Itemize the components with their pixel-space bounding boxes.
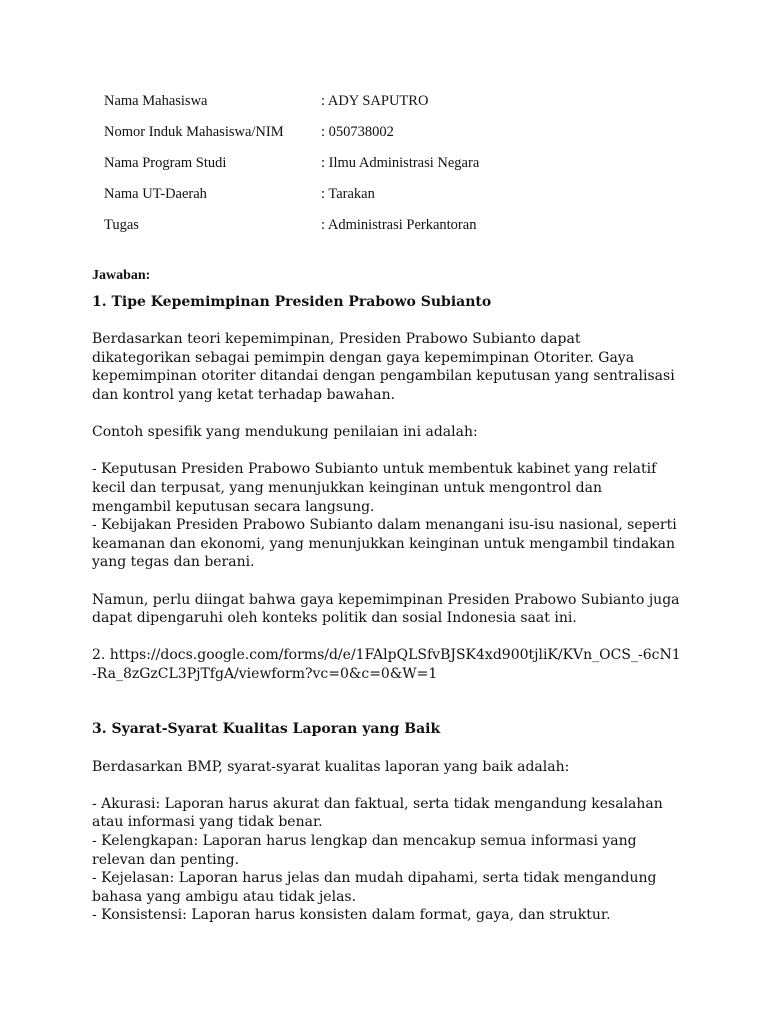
section3-item: - Konsistensi: Laporan harus konsisten dalam format, gaya, dan struktur. <box>92 907 611 924</box>
identity-label: Nama Mahasiswa <box>104 93 208 109</box>
section1-examples-intro: Contoh spesifik yang mendukung penilaian ini adalah: <box>92 424 478 441</box>
section2-form-link[interactable]: 2. https://docs.google.com/forms/d/e/1FAlpQLSfvBJSK4xd900tjliK/KVn_OCS_-6cN1-Ra_8zGzCL3PjTfgA/viewform?vc=0&c=0&W=1 <box>92 647 681 682</box>
identity-row-name <box>104 86 479 117</box>
identity-label: Tugas <box>104 217 139 233</box>
section3-item: - Kejelasan: Laporan harus jelas dan mudah dipahami, serta tidak mengandung bahasa yang ambigu atau tidak jelas. <box>92 870 657 905</box>
section1-example-item: - Kebijakan Presiden Prabowo Subianto dalam menangani isu-isu nasional, seperti keamanan dan ekonomi, yang menunjukkan keinginan untuk mengambil tindakan yang tegas dan berani. <box>92 517 677 571</box>
section1-closing: Namun, perlu diingat bahwa gaya kepemimpinan Presiden Prabowo Subianto juga dapat dipengaruhi oleh konteks politik dan sosial Indonesia saat ini. <box>92 591 680 627</box>
section3-intro: Berdasarkan BMP, syarat-syarat kualitas laporan yang baik adalah: <box>92 758 570 775</box>
identity-row-program <box>104 148 479 179</box>
section1-heading: 1. Tipe Kepemimpinan Presiden Prabowo Subianto <box>92 294 492 310</box>
answer-body <box>92 293 682 925</box>
section1-example-item: - Keputusan Presiden Prabowo Subianto untuk membentuk kabinet yang relatif kecil dan terpusat, yang menunjukkan keinginan untuk mengontrol dan mengambil keputusan secara langsung. <box>92 461 657 515</box>
identity-row-nim <box>104 117 479 148</box>
identity-label: Nama Program Studi <box>104 155 227 171</box>
identity-value: : 050738002 <box>321 124 394 140</box>
identity-value: : Ilmu Administrasi Negara <box>321 155 480 171</box>
identity-value: : Administrasi Perkantoran <box>321 217 477 233</box>
identity-row-region <box>104 179 479 210</box>
section3-item: - Akurasi: Laporan harus akurat dan faktual, serta tidak mengandung kesalahan atau informasi yang tidak benar. <box>92 795 663 831</box>
identity-label: Nama UT-Daerah <box>104 186 207 202</box>
identity-value: : ADY SAPUTRO <box>321 93 429 109</box>
student-identity-table <box>104 86 479 241</box>
identity-row-task <box>104 210 479 241</box>
identity-label: Nomor Induk Mahasiswa/NIM <box>104 124 284 140</box>
answer-label: Jawaban: <box>92 268 151 283</box>
section1-intro: Berdasarkan teori kepemimpinan, Presiden Prabowo Subianto dapat dikategorikan sebagai pemimpin dengan gaya kepemimpinan Otoriter. Gaya kepemimpinan otoriter ditandai dengan pengambilan keputusan yang sentralisasi dan kontrol yang ketat terhadap bawahan. <box>92 331 675 403</box>
section3-item: - Kelengkapan: Laporan harus lengkap dan mencakup semua informasi yang relevan dan penting. <box>92 833 637 868</box>
section3-heading: 3. Syarat-Syarat Kualitas Laporan yang Baik <box>92 721 441 738</box>
identity-value: : Tarakan <box>321 186 375 202</box>
